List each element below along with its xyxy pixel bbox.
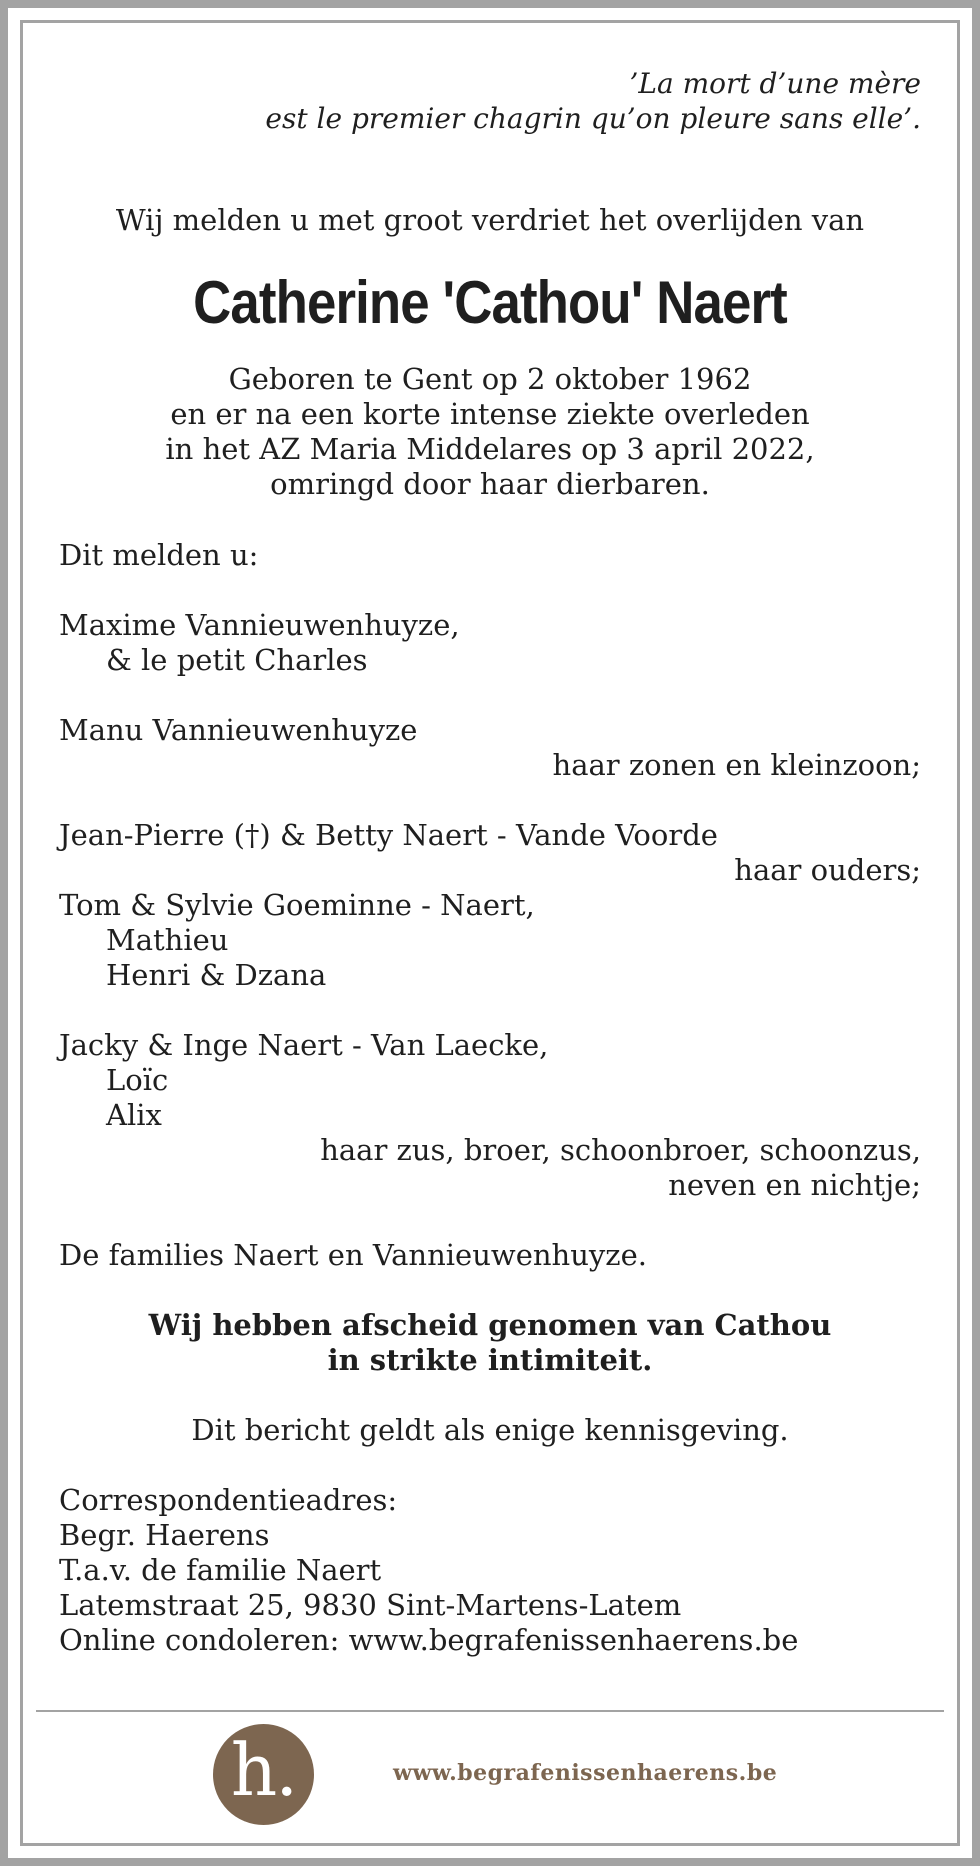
family-child: & le petit Charles: [106, 643, 368, 677]
family-name: Tom & Sylvie Goeminne - Naert,: [59, 888, 535, 922]
sons-group: [59, 608, 921, 783]
footer-divider: [36, 1710, 944, 1712]
family-child: Loïc: [106, 1063, 169, 1097]
correspondence-address: Latemstraat 25, 9830 Sint-Martens-Latem: [59, 1588, 682, 1622]
family-name: Jean-Pierre (†) & Betty Naert - Vande Voorde: [59, 818, 718, 852]
detail-line: en er na een korte intense ziekte overleden: [170, 397, 810, 431]
correspondence-attention: T.a.v. de familie Naert: [59, 1553, 382, 1587]
quote-line: ’La mort d’une mère: [629, 67, 921, 100]
families-group: [59, 1238, 921, 1273]
announcement: Wij melden u met groot verdriet het overlijden van: [115, 203, 865, 237]
footer-website: www.begrafenissenhaerens.be: [393, 1760, 778, 1786]
parents-group: [59, 818, 921, 888]
family-relation: haar zus, broer, schoonbroer, schoonzus,: [320, 1133, 921, 1167]
detail-line: Geboren te Gent op 2 oktober 1962: [228, 362, 752, 396]
obituary-content: [59, 66, 921, 1658]
birth-death-details: [59, 362, 921, 502]
family-name: Jacky & Inge Naert - Van Laecke,: [59, 1028, 549, 1062]
brother-group: [59, 1028, 921, 1203]
family-child: Henri & Dzana: [106, 958, 327, 992]
correspondence-label: Correspondentieadres:: [59, 1483, 398, 1517]
intro: [59, 538, 921, 573]
family-relation: haar zonen en kleinzoon;: [552, 748, 921, 782]
intro-text: Dit melden u:: [59, 538, 259, 572]
funeral-home-logo: h.: [213, 1724, 314, 1825]
family-relation: neven en nichtje;: [668, 1168, 921, 1202]
family-child: Alix: [106, 1098, 162, 1132]
families-text: De families Naert en Vannieuwenhuyze.: [59, 1238, 647, 1272]
correspondence-block: [59, 1483, 921, 1658]
farewell-line: in strikte intimiteit.: [327, 1343, 653, 1377]
correspondence-online: Online condoleren: www.begrafenissenhaerens.be: [59, 1623, 799, 1657]
epigraph-quote: [59, 66, 921, 136]
quote-line: est le premier chagrin qu’on pleure sans elle’.: [265, 102, 921, 135]
family-child: Mathieu: [106, 923, 229, 957]
deceased-name: Catherine 'Cathou' Naert: [193, 269, 787, 336]
family-name: Maxime Vannieuwenhuyze,: [59, 608, 460, 642]
detail-line: omringd door haar dierbaren.: [270, 467, 710, 501]
notice-text: Dit bericht geldt als enige kennisgeving.: [191, 1413, 789, 1447]
sister-group: [59, 888, 921, 993]
detail-line: in het AZ Maria Middelares op 3 april 2022,: [165, 432, 815, 466]
correspondence-company: Begr. Haerens: [59, 1518, 270, 1552]
family-relation: haar ouders;: [734, 853, 921, 887]
farewell-line: Wij hebben afscheid genomen van Cathou: [148, 1308, 832, 1342]
notice: [59, 1413, 921, 1448]
farewell-statement: [59, 1308, 921, 1378]
family-name: Manu Vannieuwenhuyze: [59, 713, 418, 747]
